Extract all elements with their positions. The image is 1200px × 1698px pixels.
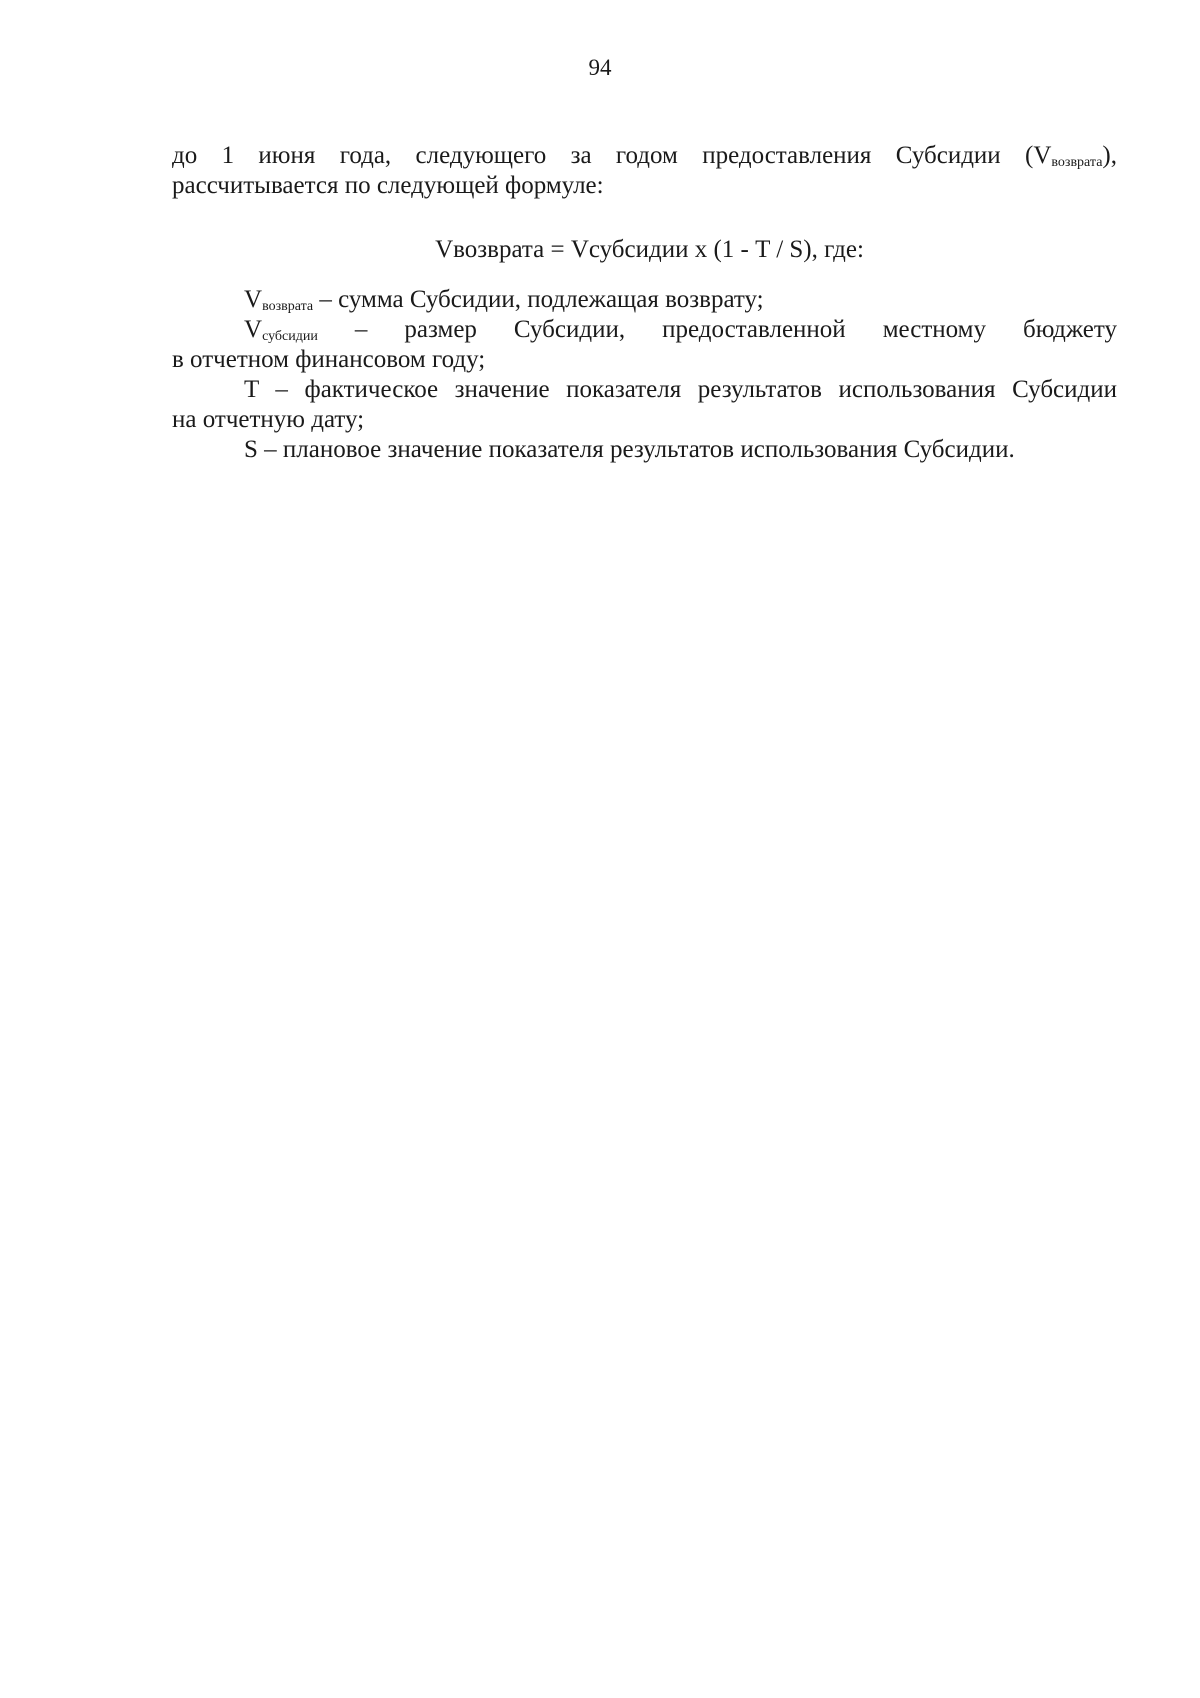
- definition-v-return: $V_{возврата}$ – сумма Субсидии, подлежащая возврату;: [244, 286, 764, 314]
- definition-s: S – плановое значение показателя результатов использования Субсидии.: [244, 436, 1015, 463]
- intro-line-1: до 1 июня года, следующего за годом предоставления Субсидии $(V_{возврата})$,: [172, 142, 1117, 170]
- intro-paragraph: [172, 141, 1117, 201]
- definition-v-subsidy: $V_{субсидии}$ – размер Субсидии, предоставленной местному бюджету в отчетном финансовом году;: [172, 316, 1117, 373]
- definition-t: T – фактическое значение показателя результатов использования Субсидии на отчетную дату;: [172, 376, 1117, 433]
- page-number: 94: [588, 55, 612, 80]
- formula: Vвозврата = Vсубсидии х (1 - T / S), где:: [435, 236, 864, 263]
- document-body: [172, 141, 1117, 465]
- intro-line-2: рассчитывается по следующей формуле:: [172, 172, 604, 199]
- definitions-list: [172, 285, 1117, 465]
